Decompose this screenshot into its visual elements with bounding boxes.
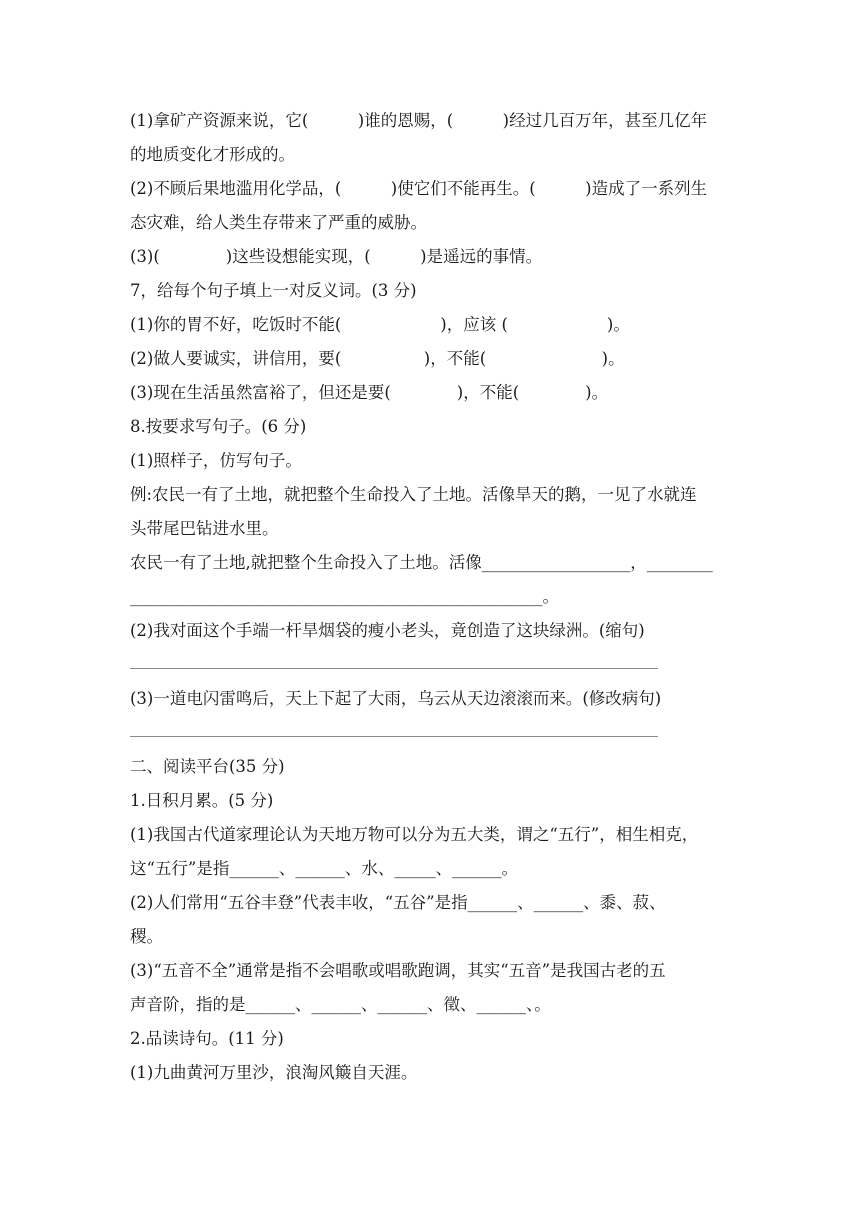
q6-item1-line1: (1)拿矿产资源来说，它( )谁的恩赐，( )经过几百万年，甚至几亿年: [130, 111, 708, 130]
r1-item3-line2: 声音阶，指的是______、______、______、徵、______、。: [130, 995, 551, 1014]
q7-item3: (3)现在生活虽然富裕了，但还是要( )，不能( )。: [130, 383, 609, 402]
r1-item2-line1: (2)人们常用“五谷丰登”代表丰收，“五谷”是指______、______、黍、菽、: [130, 893, 666, 912]
r1-item2-line2: 稷。: [130, 927, 163, 946]
q8-item2: (2)我对面这个手端一杆旱烟袋的瘦小老头，竟创造了这块绿洲。(缩句): [130, 621, 645, 640]
q8-example-line2: 头带尾巴钻进水里。: [130, 519, 279, 538]
r2-item1: (1)九曲黄河万里沙，浪淘风簸自天涯。: [130, 1063, 418, 1082]
q8-item3: (3)一道电闪雷鸣后，天上下起了大雨，乌云从天边滚滚而来。(修改病句): [130, 689, 662, 708]
q6-item2-line1: (2)不顾后果地滥用化学品，( )使它们不能再生。( )造成了一系列生: [130, 179, 708, 198]
r2-heading: 2.品读诗句。(11 分): [130, 1029, 284, 1048]
q7-item2: (2)做人要诚实，讲信用，要( )，不能( )。: [130, 349, 625, 368]
section2-heading: 二、阅读平台(35 分): [130, 757, 285, 776]
r1-item3-line1: (3)“五音不全”通常是指不会唱歌或唱歌跑调，其实“五音”是我国古老的五: [130, 961, 666, 980]
q6-item2-line2: 态灾难，给人类生存带来了严重的威胁。: [130, 213, 427, 232]
r1-item1-line1: (1)我国古代道家理论认为天地万物可以分为五大类，谓之“五行”，相生相克，: [130, 825, 699, 844]
r1-item1-line2: 这“五行”是指______、______、水、_____、______。: [130, 859, 519, 878]
q8-item2-answer-line: [130, 668, 658, 669]
q8-example-line1: 例:农民一有了土地，就把整个生命投入了土地。活像旱天的鹅，一见了水就连: [130, 485, 697, 504]
q6-item3: (3)( )这些设想能实现，( )是遥远的事情。: [130, 247, 543, 266]
q8-item1-instruction: (1)照样子，仿写句子。: [130, 451, 302, 470]
q8-heading: 8.按要求写句子。(6 分): [130, 417, 307, 436]
q7-heading: 7，给每个句子填上一对反义词。(3 分): [130, 281, 417, 300]
q7-item1: (1)你的胃不好，吃饭时不能( )，应该 ( )。: [130, 315, 630, 334]
q6-item1-line2: 的地质变化才形成的。: [130, 145, 295, 164]
q8-imitation-line2: __________________________________________________。: [130, 587, 559, 606]
r1-heading: 1.日积月累。(5 分): [130, 791, 274, 810]
q8-imitation-line1: 农民一有了土地,就把整个生命投入了土地。活像__________________，________: [130, 553, 713, 572]
q8-item3-answer-line: [130, 736, 658, 737]
